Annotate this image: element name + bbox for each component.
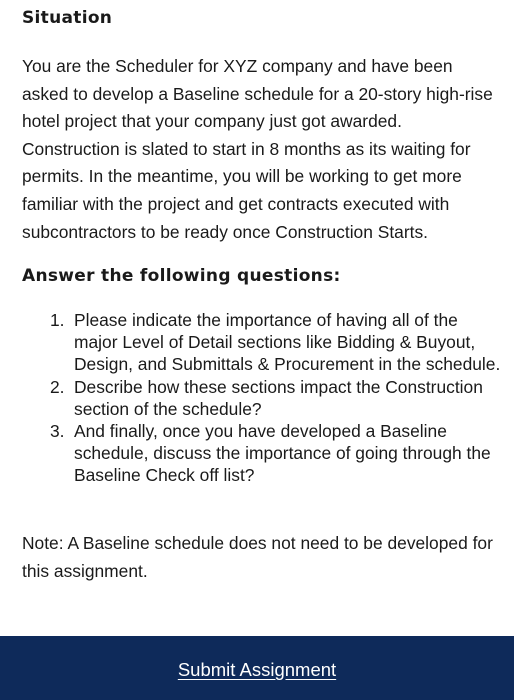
question-text: Describe how these sections impact the Construction section of the schedule? bbox=[74, 376, 483, 419]
question-number: 3. bbox=[50, 421, 65, 442]
situation-text: You are the Scheduler for XYZ company and have been asked to develop a Baseline schedule for a 20-story high-rise hotel project that your company just got awarded. Construction is slated to start in 8 months as its waiting for permits. In the meantime, you will be working to get more familiar with the project and get contracts executed with subcontractors to be ready once Construction Starts. bbox=[22, 56, 493, 242]
questions-heading: Answer the following questions: bbox=[22, 266, 341, 286]
question-text: And finally, once you have developed a Baseline schedule, discuss the importance of going through the Baseline Check off list? bbox=[74, 421, 491, 486]
situation-heading: Situation bbox=[22, 8, 113, 28]
question-number: 2. bbox=[50, 376, 65, 397]
questions-list bbox=[50, 309, 504, 487]
question-item bbox=[50, 309, 504, 376]
question-number: 1. bbox=[50, 310, 65, 330]
note-text: Note: A Baseline schedule does not need to be developed for this assignment. bbox=[22, 533, 493, 581]
footer-bar bbox=[0, 636, 514, 700]
submit-assignment-link[interactable]: Submit Assignment bbox=[177, 659, 337, 680]
question-text: Please indicate the importance of having all of the major Level of Detail sections like Bidding & Buyout, Design, and Submittals & Procurement in the schedule. bbox=[74, 310, 501, 375]
question-item bbox=[50, 376, 504, 420]
question-item bbox=[50, 420, 504, 487]
